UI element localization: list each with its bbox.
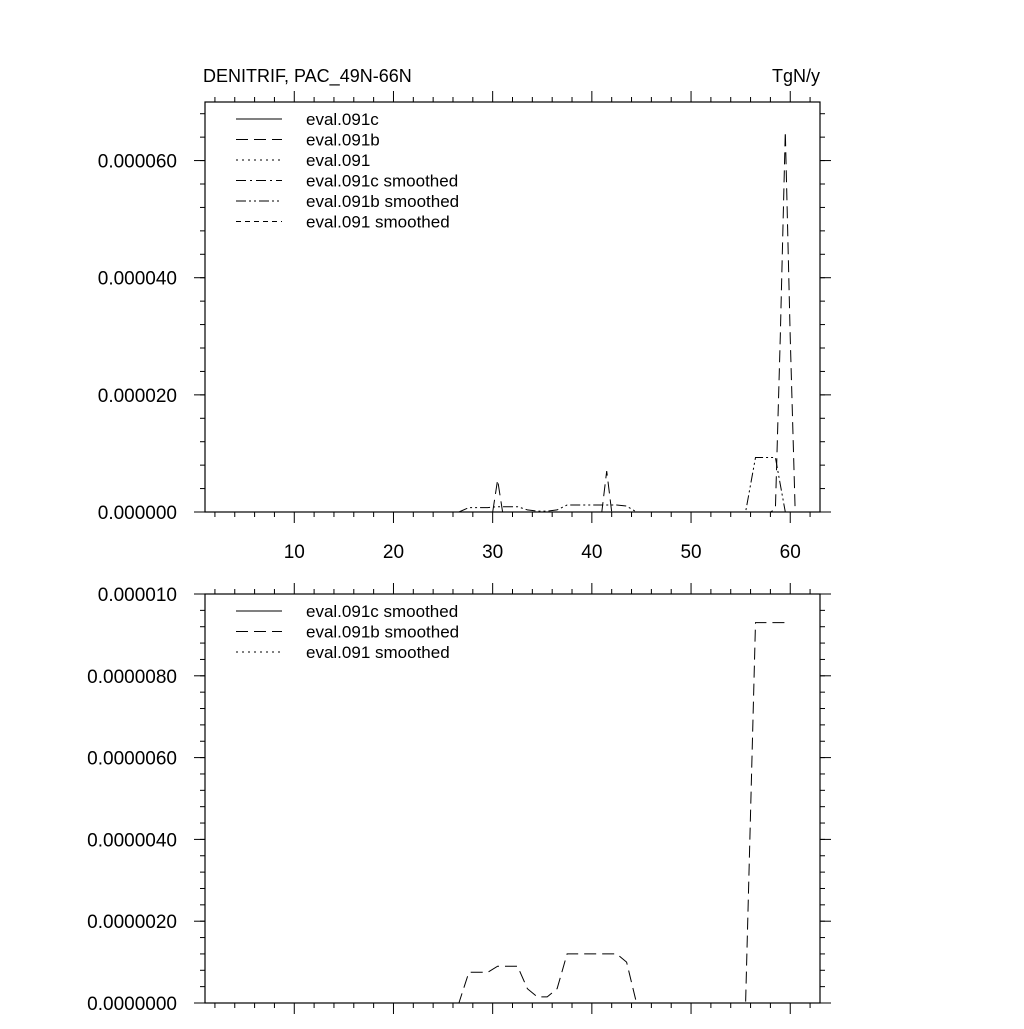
legend-label: eval.091 <box>306 151 371 170</box>
legend-label: eval.091c smoothed <box>306 602 459 621</box>
x-tick-label: 20 <box>382 542 405 563</box>
legend-label: eval.091 smoothed <box>306 643 450 662</box>
x-tick-label: 50 <box>680 542 702 563</box>
chart-title: DENITRIF, PAC_49N-66N <box>203 66 412 86</box>
y-tick-label: 0.000000 <box>97 503 177 524</box>
x-tick-label: 40 <box>581 542 603 563</box>
chart-units: TgN/y <box>771 66 820 86</box>
y-tick-label: 0.0000080 <box>87 666 177 688</box>
legend-label: eval.091b smoothed <box>306 622 460 642</box>
y-tick-label: 0.000010 <box>97 585 177 606</box>
legend-label: eval.091b <box>306 130 380 150</box>
y-tick-label: 0.0000020 <box>87 912 177 934</box>
legend-label: eval.091c <box>306 110 379 129</box>
y-tick-label: 0.000060 <box>97 151 177 173</box>
series-line-1-2 <box>205 131 820 512</box>
plot-frame-2 <box>205 594 820 1003</box>
legend-label: eval.091c smoothed <box>306 171 459 191</box>
y-tick-label: 0.0000000 <box>87 994 177 1015</box>
plot-frame-1 <box>205 102 820 512</box>
y-tick-label: 0.0000040 <box>87 830 177 852</box>
y-tick-label: 0.0000060 <box>87 748 177 770</box>
y-tick-label: 0.000040 <box>97 268 177 290</box>
legend-label: eval.091 smoothed <box>306 212 450 232</box>
series-line-1-5 <box>205 458 820 513</box>
legend-label: eval.091b smoothed <box>306 192 460 211</box>
x-tick-label: 30 <box>482 542 504 563</box>
y-tick-label: 0.000020 <box>97 385 177 407</box>
series-line-2-2 <box>205 623 785 1003</box>
x-tick-label: 10 <box>283 542 305 563</box>
x-tick-label: 60 <box>779 542 801 563</box>
